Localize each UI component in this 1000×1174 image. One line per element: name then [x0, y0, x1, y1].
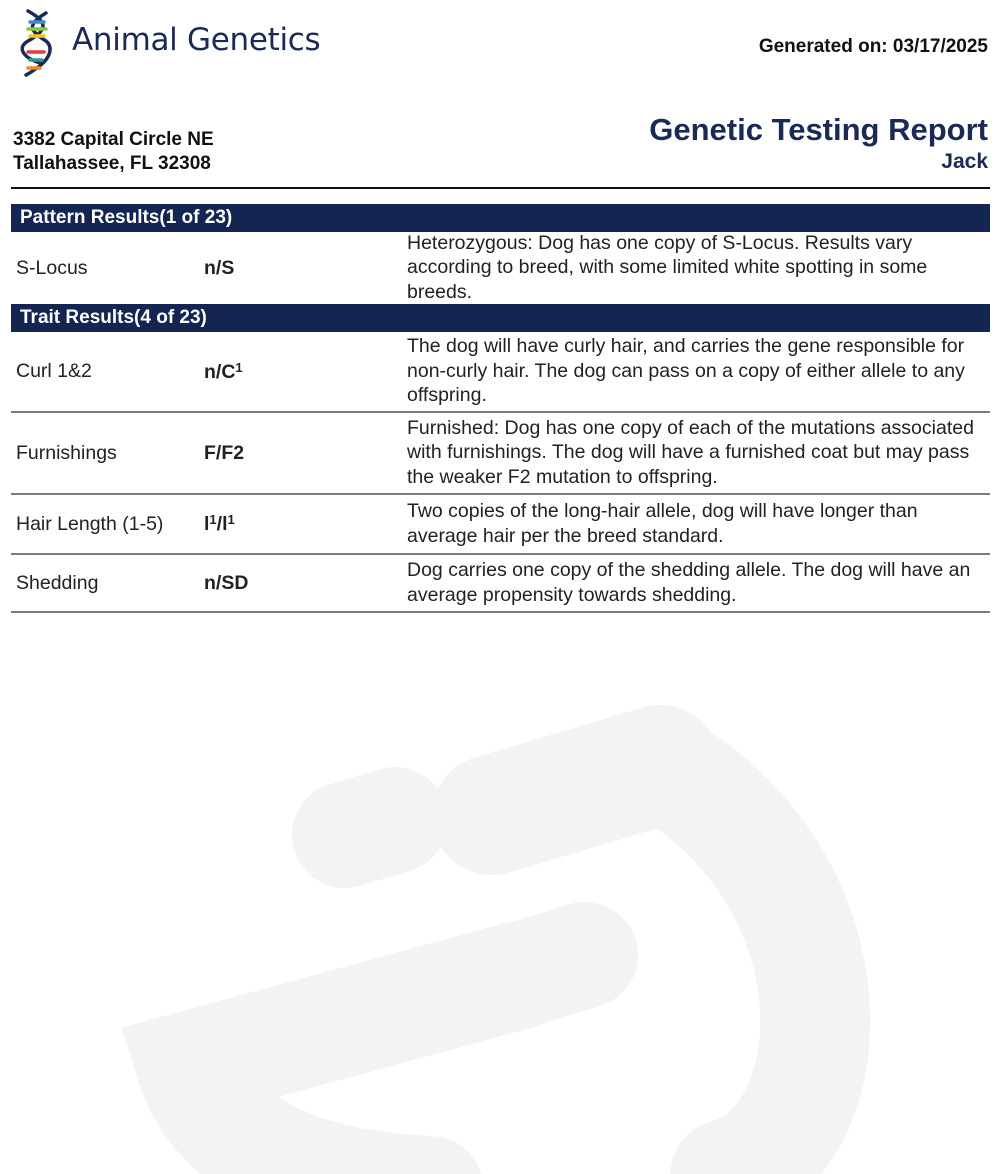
result-description: Dog carries one copy of the shedding allele. The dog will have an average propensity towards shedding. [407, 559, 971, 606]
genotype: n/S [204, 256, 235, 279]
pattern-results-header: Pattern Results(1 of 23) [11, 204, 990, 232]
genotype [204, 512, 407, 536]
generated-date: Generated on: 03/17/2025 [758, 36, 988, 57]
genotype: n/SD [204, 571, 249, 594]
genotype [204, 360, 407, 384]
genotype-separator: / [216, 513, 223, 535]
trait-name: Curl 1&2 [16, 360, 92, 382]
genotype-superscript: 1 [235, 359, 243, 375]
result-description: Heterozygous: Dog has one copy of S-Locus. Results vary according to breed, with some limited white spotting in some breeds. [407, 231, 928, 303]
result-row-s-locus [11, 232, 990, 304]
result-row-shedding [11, 555, 990, 613]
brand-name: Animal Genetics [72, 22, 321, 58]
trait-name: Hair Length (1-5) [16, 512, 164, 535]
trait-name: Shedding [16, 571, 99, 594]
result-description: Two copies of the long-hair allele, dog will have longer than average hair per the breed standard. [407, 500, 918, 547]
address-line-2: Tallahassee, FL 32308 [13, 153, 211, 174]
results-table [11, 204, 990, 613]
genotype-allele-b-superscript: 1 [227, 512, 235, 527]
report-title: Genetic Testing Report [649, 112, 988, 147]
dog-name: Jack [941, 150, 988, 173]
dna-helix-icon [18, 8, 58, 78]
trait-results-header: Trait Results(4 of 23) [11, 304, 990, 332]
animal-genetics-watermark-icon [0, 690, 1000, 1174]
result-description: The dog will have curly hair, and carries the gene responsible for non-curly hair. The dog can pass on a copy of either allele to any offspring. [407, 335, 965, 407]
result-description: Furnished: Dog has one copy of each of the mutations associated with furnishings. The dog will have a furnished coat but may pass the weaker F2 mutation to offspring. [407, 416, 974, 488]
genotype: F/F2 [204, 441, 245, 464]
trait-name: Furnishings [16, 441, 117, 464]
lab-address [13, 128, 214, 176]
trait-name: S-Locus [16, 256, 88, 279]
header-divider [11, 187, 990, 189]
result-row-curl [11, 332, 990, 413]
genotype-base: n/C [204, 360, 236, 383]
genotype-allele-a: l [204, 513, 210, 535]
genotype-allele-a-superscript: 1 [209, 512, 217, 527]
result-row-furnishings [11, 413, 990, 495]
genotype-allele-b: l [222, 513, 228, 535]
result-row-hair-length [11, 495, 990, 555]
address-line-1: 3382 Capital Circle NE [13, 129, 214, 150]
